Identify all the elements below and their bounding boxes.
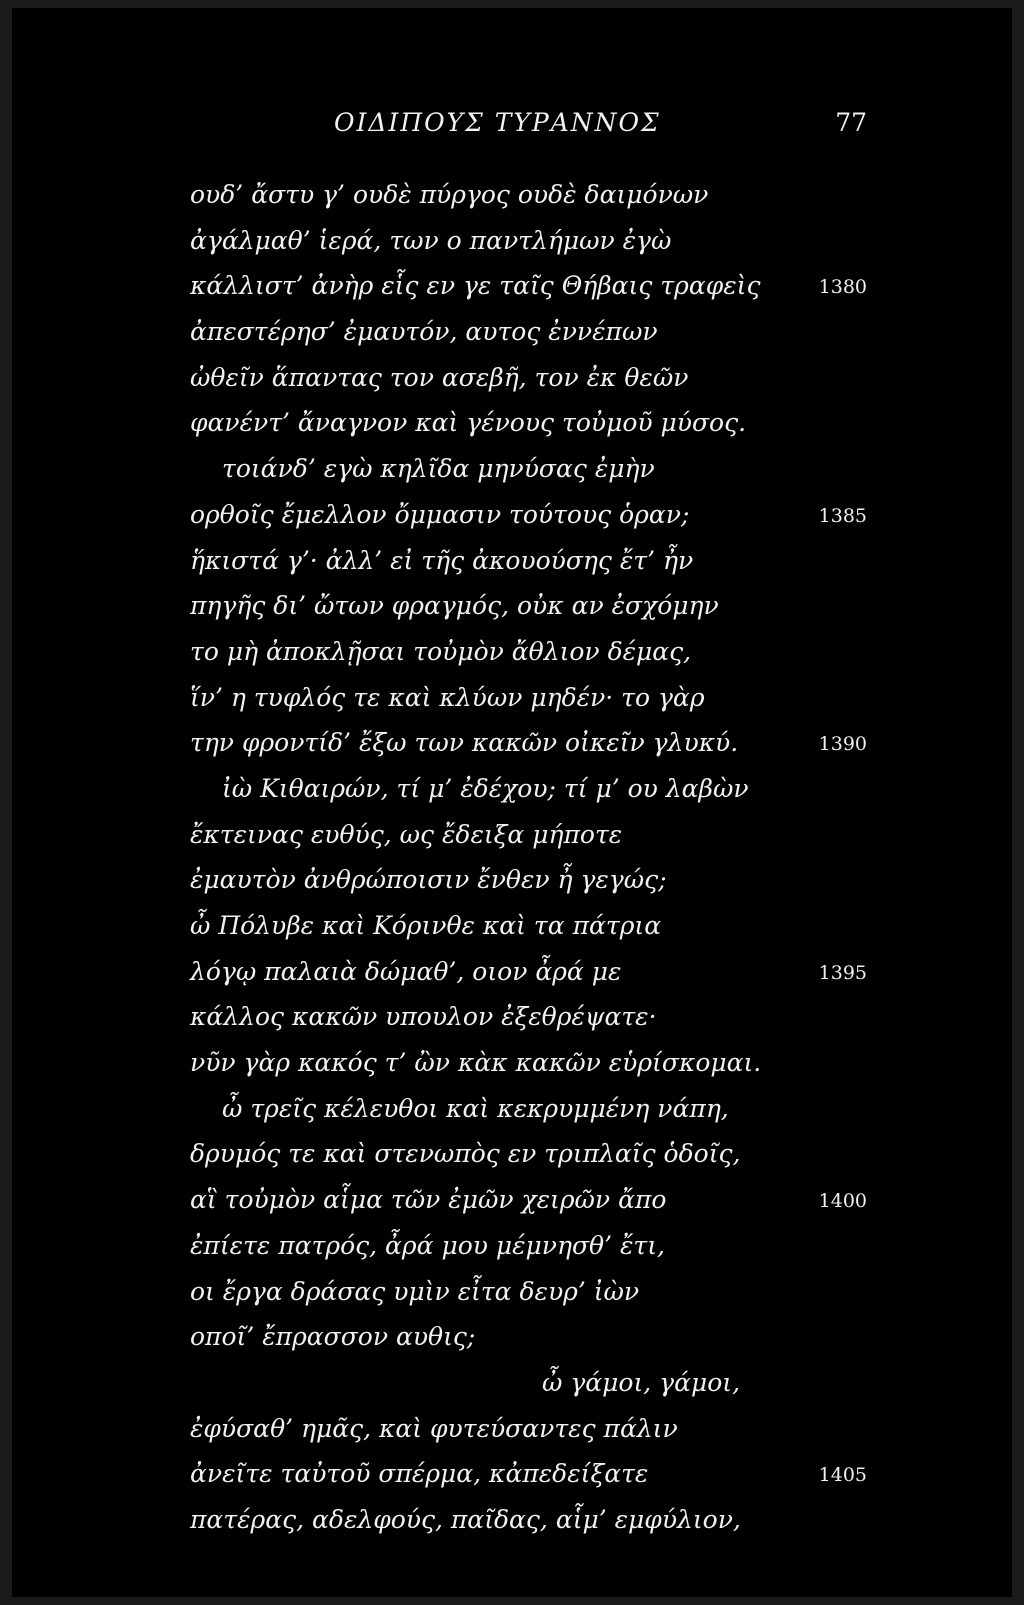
verse-line-text: φανέντ’ ἄναγνον καὶ γένους τοὐμοῦ μύσος.	[190, 408, 747, 438]
verse-line	[12, 1092, 1012, 1138]
verse-line	[12, 224, 1012, 270]
verse-line	[12, 863, 1012, 909]
page-number: 77	[835, 108, 867, 137]
line-number: 1385	[818, 504, 867, 527]
book-page	[12, 8, 1012, 1597]
line-number: 1400	[818, 1190, 867, 1213]
verse-line-text: πατέρας, αδελφούς, παῖδας, αἷμ’ εμφύλιον,	[190, 1504, 741, 1534]
verse-line-text: το μὴ ἀποκλῇσαι τοὐμὸν ἄθλιον δέμας,	[190, 636, 692, 666]
verse-line	[12, 589, 1012, 635]
verse-line	[12, 818, 1012, 864]
verse-line-text: λόγῳ παλαιὰ δώμαθ’, οιον ἆρά με	[190, 956, 622, 986]
verse-line-text: ἀγάλμαθ’ ἱερά, των ο παντλήμων ἐγὼ	[190, 225, 672, 255]
verse-line-text: ἵν’ η τυφλός τε καὶ κλύων μηδέν· το γὰρ	[190, 682, 705, 712]
verse-line-text: ἐπίετε πατρός, ἆρά μου μέμνησθ’ ἔτι,	[190, 1230, 665, 1260]
line-number: 1395	[818, 961, 867, 984]
verse-line-text: οι ἔργα δράσας υμὶν εἶτα δευρ’ ἰὼν	[190, 1276, 640, 1306]
verse-line-text: πηγῆς δι’ ὤτων φραγμός, οὐκ αν ἐσχόμην	[190, 591, 719, 621]
verse-line-text: ορθοῖς ἔμελλον ὄμμασιν τούτους ὁραν;	[190, 499, 690, 529]
verse-line	[12, 1412, 1012, 1458]
verse-line	[12, 1503, 1012, 1549]
verse-line	[12, 1320, 1012, 1366]
verse-line	[12, 1183, 1012, 1229]
verse-line-text: κάλλος κακῶν υπουλον ἐξεθρέψατε·	[190, 1002, 657, 1032]
verse-line-text: κάλλιστ’ ἀνὴρ εἷς εν γε ταῖς Θήβαις τραφεὶς	[190, 271, 761, 301]
verse-line	[12, 1229, 1012, 1275]
verse-line	[12, 1046, 1012, 1092]
verse-line	[12, 772, 1012, 818]
verse-line	[12, 269, 1012, 315]
running-head	[12, 108, 1012, 144]
line-number: 1405	[818, 1464, 867, 1487]
verse-line-text: ἐφύσαθ’ ημᾶς, καὶ φυτεύσαντες πάλιν	[190, 1413, 678, 1443]
verse-line-text: ὦ τρεῖς κέλευθοι καὶ κεκρυμμένη νάπη,	[222, 1093, 729, 1123]
verse-line-text: ὦ Πόλυβε καὶ Κόρινθε καὶ τα πάτρια	[190, 911, 662, 940]
verse-line	[12, 544, 1012, 590]
verse-line	[12, 955, 1012, 1001]
verse-line	[12, 406, 1012, 452]
verse-line	[12, 1000, 1012, 1046]
verse-line-text: αἳ τοὐμὸν αἷμα τῶν ἐμῶν χειρῶν ἄπο	[190, 1185, 667, 1215]
verse-line	[12, 909, 1012, 955]
verse-line-text: ὠθεῖν ἅπαντας τον ασεβῆ, τον ἐκ θεῶν	[190, 362, 689, 392]
verse-line	[12, 726, 1012, 772]
verse-line	[12, 1137, 1012, 1183]
verse-line-text: νῦν γὰρ κακός τ’ ὢν κὰκ κακῶν εὑρίσκομαι.	[190, 1048, 762, 1078]
verse-line	[12, 498, 1012, 544]
verse-line-text: ἀπεστέρησ’ ἐμαυτόν, αυτος ἐννέπων	[190, 317, 658, 347]
verse-line-text: τοιάνδ’ εγὼ κηλῖδα μηνύσας ἐμὴν	[222, 454, 655, 484]
running-title: ΟΙΔΙΠΟΥΣ ΤΥΡΑΝΝΟΣ	[334, 108, 661, 137]
verse-block	[12, 178, 1012, 1549]
verse-line-text: ὦ γάμοι, γάμοι,	[542, 1367, 741, 1397]
verse-line	[12, 178, 1012, 224]
verse-line-text: δρυμός τε καὶ στενωπὸς εν τριπλαῖς ὁδοῖς,	[190, 1139, 741, 1169]
verse-line-text: ἰὼ Κιθαιρών, τί μ’ ἐδέχου; τί μ’ ου λαβὼν	[222, 773, 749, 803]
verse-line	[12, 1275, 1012, 1321]
verse-line	[12, 452, 1012, 498]
line-number: 1380	[818, 276, 867, 299]
verse-line	[12, 1457, 1012, 1503]
verse-line	[12, 681, 1012, 727]
verse-line	[12, 635, 1012, 681]
verse-line-text: ἔκτεινας ευθύς, ως ἔδειξα μήποτε	[190, 819, 623, 849]
line-number: 1390	[818, 733, 867, 756]
verse-line-text: ἀνεῖτε ταὐτοῦ σπέρμα, κἀπεδείξατε	[190, 1459, 649, 1489]
verse-line	[12, 361, 1012, 407]
verse-line	[12, 1366, 1012, 1412]
verse-line-text: οποῖ’ ἔπρασσον αυθις;	[190, 1322, 476, 1352]
verse-line-text: ουδ’ ἄστυ γ’ ουδὲ πύργος ουδὲ δαιμόνων	[190, 180, 709, 209]
verse-line	[12, 315, 1012, 361]
verse-line-text: ἥκιστά γ’· ἀλλ’ εἰ τῆς ἀκουούσης ἔτ’ ἦν	[190, 545, 694, 575]
verse-line-text: την φροντίδ’ ἔξω των κακῶν οἰκεῖν γλυκύ.	[190, 728, 739, 758]
verse-line-text: ἐμαυτὸν ἀνθρώποισιν ἔνθεν ἦ γεγώς;	[190, 865, 667, 895]
